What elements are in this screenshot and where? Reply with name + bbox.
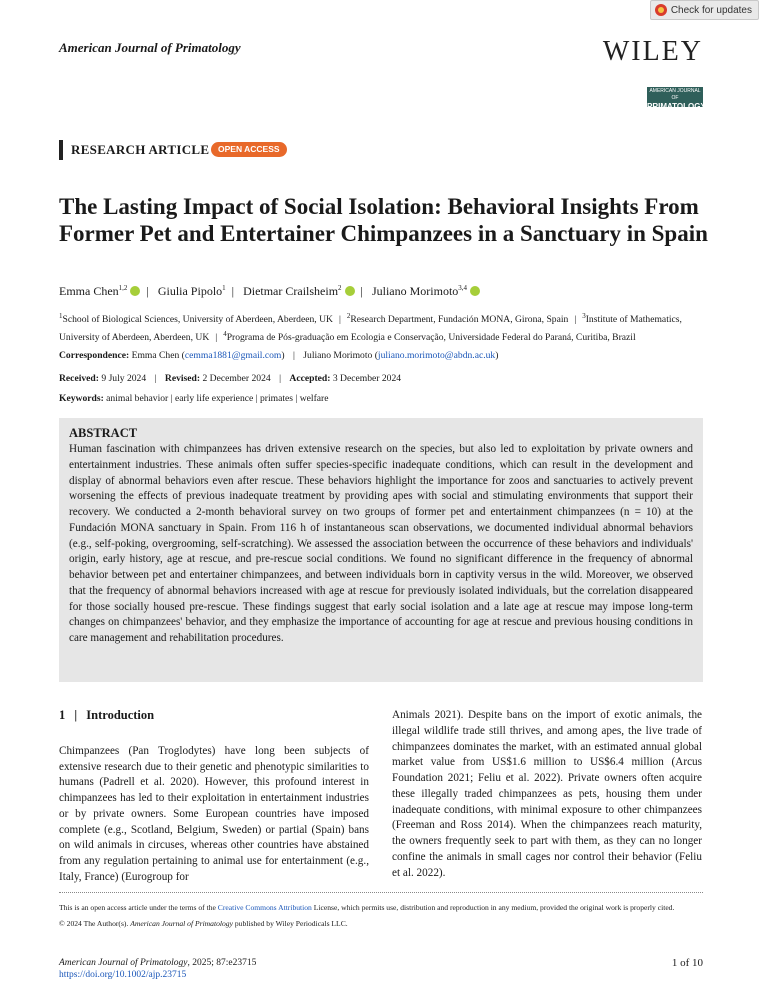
publisher-logo: WILEY (602, 36, 703, 67)
license-note (59, 902, 703, 929)
citation-journal: American Journal of Primatology (59, 958, 188, 968)
orcid-icon[interactable] (345, 286, 355, 296)
page-number: 1 of 10 (671, 957, 703, 969)
abstract-box (59, 418, 703, 682)
separator: | (74, 708, 78, 722)
footnote-divider (59, 892, 703, 893)
affil-sup: 4 (223, 330, 227, 339)
orcid-icon[interactable] (470, 286, 480, 296)
separator: | (292, 350, 295, 361)
separator: | (360, 284, 363, 298)
copyright (59, 918, 703, 929)
license-pre: This is an open access article under the terms of the (59, 903, 218, 912)
author-name[interactable]: Dietmar Crailsheim (243, 284, 339, 298)
section-heading (59, 708, 369, 724)
right-column (392, 708, 702, 881)
copyright-post: published by Wiley Periodicals LLC. (232, 919, 348, 928)
received-label: Received: (59, 373, 99, 384)
email-link[interactable]: juliano.morimoto@abdn.ac.uk (377, 350, 496, 361)
abstract-text: Human fascination with chimpanzees has driven extensive research on the species, but also led to exploitation by private owners and entertainment industries. These animals often suffer species-specific inadequate conditions, which can result in the development and display of abnormal behaviors even after rescue. These behaviors highlight the importance for zoos and sanctuaries to actively prevent worsening the effects of previous inadequate treatment by providing apes with social and stimulating environments that support their recovery. We conducted a 2-month behavioral survey on two groups of former pet and entertainment chimpanzees (n = 10) at the Fundación MONA sanctuary in Spain. From 116 h of instantaneous scan observations, we documented individual abnormal behaviors (e.g., self-poking, overgrooming, self-scratching). We assessed the association between the occurrence of these behaviors and individuals' origin, early history, age at rescue, and pre-rescue social conditions. We found no significant difference in the frequency of abnormal behavior between pet and entertainer chimpanzees, and between individuals born in captivity versus in the wild. Moreover, we observed that the frequency of abnormal behaviors increased with age at rescue for previously isolated individuals, but the correlation disappeared for those socially housed pre-rescue. These findings suggest that early social isolation and a late age at rescue may impose long-term changes on chimpanzees' behavior, and they emphasize the importance of accounting for age at rescue and previous housing conditions in care management and rehabilitation procedures. (69, 443, 693, 644)
article-dates (59, 373, 401, 384)
citation-rest: , 2025; 87:e23715 (187, 958, 257, 968)
article-type: RESEARCH ARTICLE (71, 142, 210, 157)
author-sup: 3,4 (458, 284, 468, 292)
keywords-label: Keywords: (59, 393, 104, 404)
separator: | (146, 284, 149, 298)
open-access-badge: OPEN ACCESS (211, 142, 287, 157)
separator: | (279, 373, 281, 384)
author-list (59, 284, 480, 299)
affil-sup: 3 (582, 312, 586, 320)
affiliation: Programa de Pós-graduação em Ecologia e Conservação, Universidade Federal do Paraná, Curitiba, Brazil (226, 332, 636, 344)
affil-sup: 2 (346, 312, 351, 320)
left-column (59, 708, 369, 886)
author-sup: 2 (338, 284, 342, 292)
keywords (59, 393, 328, 404)
accepted-label: Accepted: (289, 373, 331, 384)
doi-link[interactable]: https://doi.org/10.1002/ajp.23715 (59, 970, 187, 980)
logo-line2: PRIMATOLOGY (647, 102, 706, 111)
affiliation: School of Biological Sciences, University of Aberdeen, Aberdeen, UK (62, 314, 333, 326)
crossmark-icon (655, 4, 667, 16)
corr-name: Juliano Morimoto (303, 350, 373, 361)
accepted-date: 3 December 2024 (332, 373, 402, 384)
license-post: License, which permits use, distribution and reproduction in any medium, provided the original work is properly cited. (311, 903, 675, 912)
journal-name: American Journal of Primatology (59, 40, 241, 55)
check-for-updates-button[interactable] (650, 0, 759, 20)
logo-line1: AMERICAN JOURNAL OF (649, 88, 701, 101)
article-type-bar (59, 140, 63, 160)
affiliation: Research Department, Fundación MONA, Girona, Spain (350, 314, 569, 326)
copyright-journal: American Journal of Primatology (130, 919, 233, 928)
correspondence: Correspondence: Emma Chen (cemma1881@gmail.com) | Juliano Morimoto (juliano.morimoto@abdn.ac.uk) (59, 350, 499, 361)
abstract-heading: ABSTRACT (69, 426, 138, 440)
check-updates-label: Check for updates (670, 4, 752, 16)
affiliation: Institute of Mathematics, University of Aberdeen, Aberdeen, UK (59, 314, 682, 344)
corr-name: Emma Chen (131, 350, 180, 361)
separator: | (231, 284, 235, 298)
separator: | (338, 314, 341, 326)
license-link[interactable]: Creative Commons Attribution (217, 903, 312, 912)
revised-label: Revised: (164, 373, 201, 384)
separator: | (154, 373, 157, 384)
section-number: 1 (59, 708, 66, 722)
body-paragraph: Animals 2021). Despite bans on the import of exotic animals, the illegal wildlife trade still thrives, and among apes, the live trade of chimpanzees dominates the market, with an estimated annual global market value from US$1.6 million to US$6.4 million (Arcus Foundation 2021; Feliu et al. 2022). Private owners often acquire these illegally traded chimpanzees as pets, housing them under inadequate conditions, with minimal exposure to other chimpanzees (Freeman and Ross 2014). When the chimpanzees reach maturity, the owners frequently seek to part with them, as they can no longer confine the animals in small cages nor control their behavior (Feliu et al. 2022). (392, 709, 702, 879)
received-date: 9 July 2024 (101, 373, 147, 384)
affiliations (59, 309, 709, 345)
revised-date: 2 December 2024 (202, 373, 271, 384)
affil-sup: 1 (59, 312, 63, 320)
orcid-icon[interactable] (130, 286, 140, 296)
author-name[interactable]: Juliano Morimoto (371, 284, 459, 298)
body-paragraph: Chimpanzees (Pan Troglodytes) have long been subjects of extensive research due to their genetic and phenotypic similarities to humans (Padrell et al. 2020). However, this profound interest in chimpanzees has led to their exploitation in entertainment industries or by private owners. Some European countries have imposed complete (e.g., Scotland, Belgium, Sweden) or partial (Spain) bans on wild animals in circuses, whereas other countries have abstained from any regulation pertaining to animal use for entertainment (e.g., Italy, France) (Eurogroup for (59, 744, 369, 883)
author-name[interactable]: Emma Chen (59, 284, 119, 298)
separator: | (574, 314, 577, 326)
author-sup: 1 (222, 284, 226, 292)
separator: | (215, 332, 218, 344)
copyright-pre: © 2024 The Author(s). (59, 919, 131, 928)
author-name[interactable]: Giulia Pipolo (157, 284, 223, 298)
correspondence-label: Correspondence: (59, 350, 130, 361)
article-title: The Lasting Impact of Social Isolation: Behavioral Insights From Former Pet and Entertainer Chimpanzees in a Sanctuary in Spain (59, 194, 708, 246)
keywords-text: animal behavior | early life experience | primates | welfare (106, 393, 329, 404)
author-sup: 1,2 (118, 284, 128, 292)
email-link[interactable]: cemma1881@gmail.com (184, 350, 282, 361)
section-title: Introduction (86, 708, 155, 722)
footer-citation (59, 957, 256, 981)
journal-logo (647, 87, 706, 111)
